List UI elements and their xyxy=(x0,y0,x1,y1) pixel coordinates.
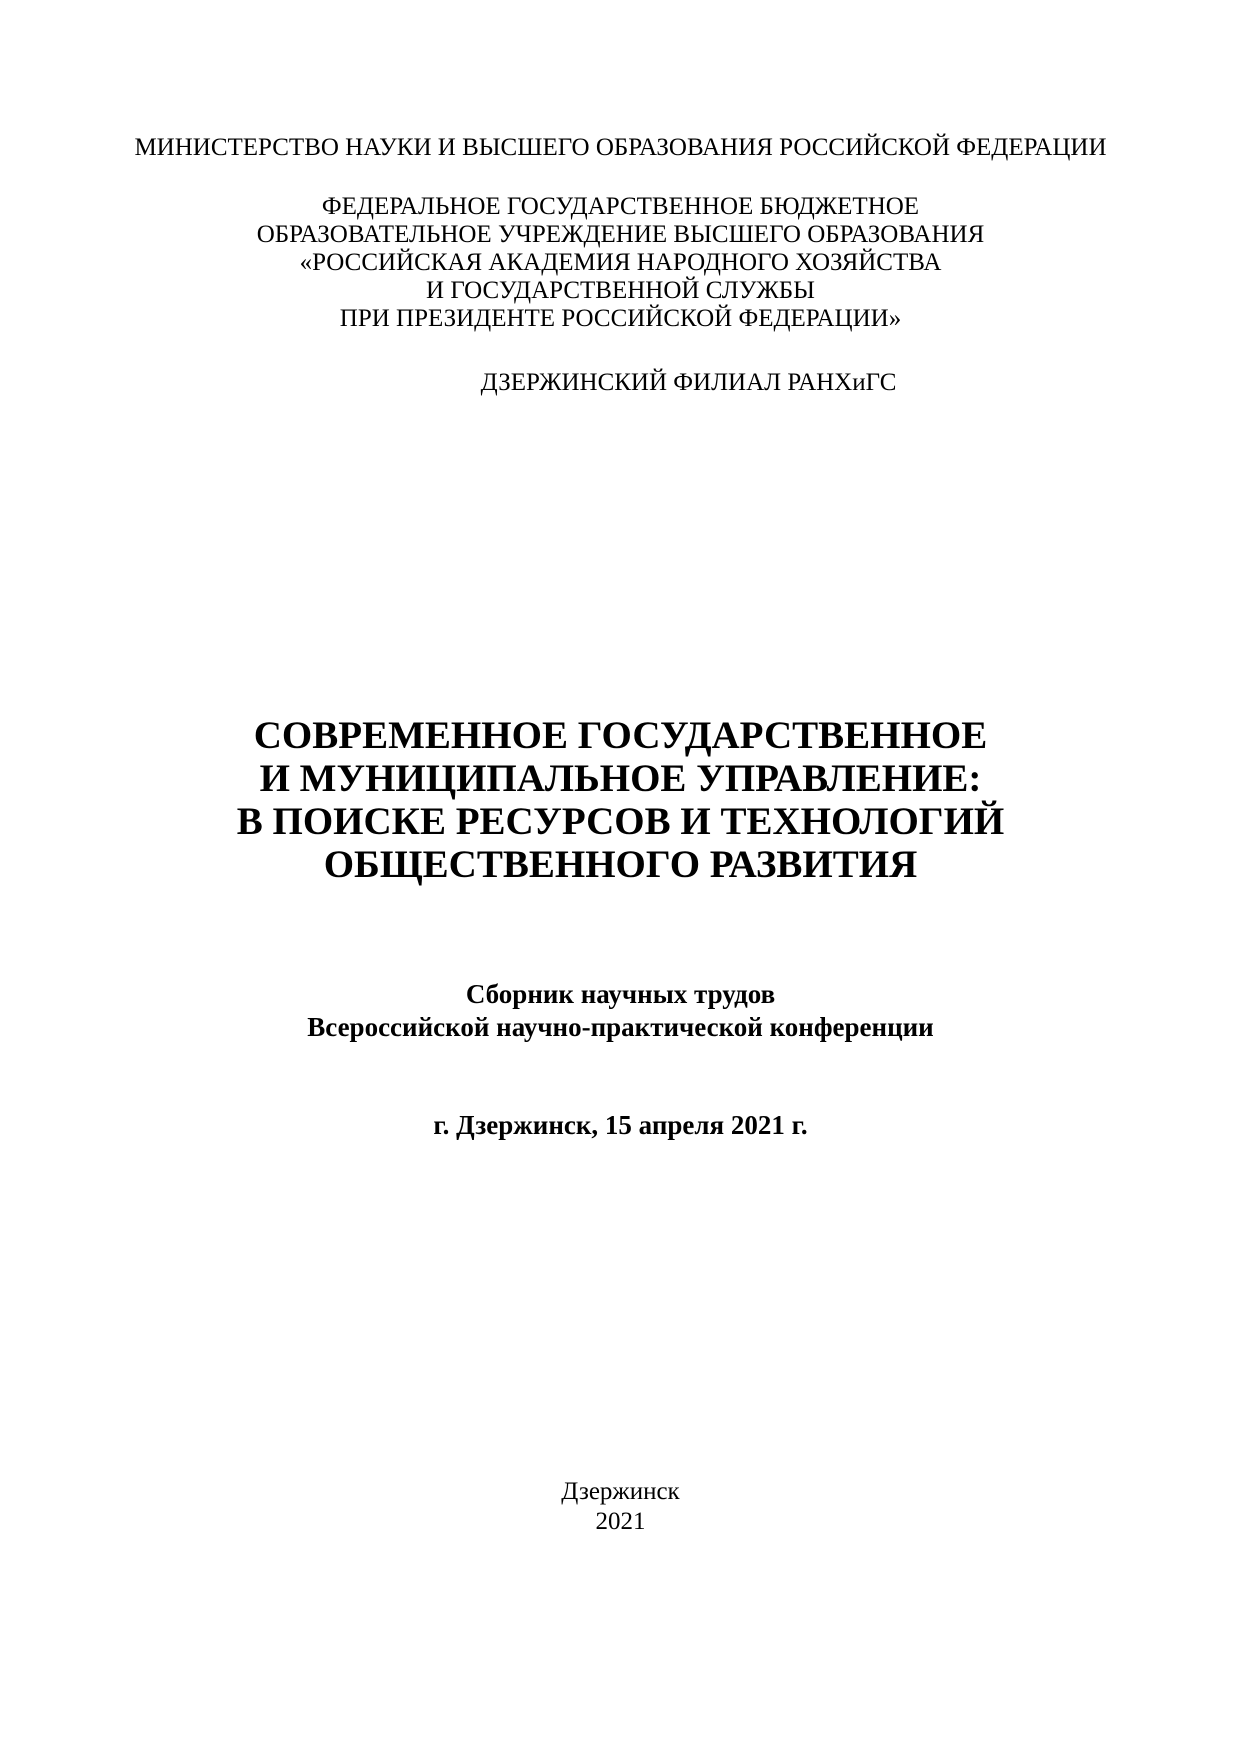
title-line: И МУНИЦИПАЛЬНОЕ УПРАВЛЕНИЕ: xyxy=(259,757,982,800)
event-date xyxy=(0,1109,1241,1141)
subtitle-line: Всероссийской научно-практической конференции xyxy=(307,1012,934,1042)
event-date-line: г. Дзержинск, 15 апреля 2021 г. xyxy=(433,1110,808,1140)
branch-line: ДЗЕРЖИНСКИЙ ФИЛИАЛ РАНХиГС xyxy=(480,369,897,396)
title-line: ОБЩЕСТВЕННОГО РАЗВИТИЯ xyxy=(323,843,918,886)
branch-name xyxy=(68,368,1241,398)
imprint-city: Дзержинск xyxy=(561,1478,680,1505)
institution-line: ПРИ ПРЕЗИДЕНТЕ РОССИЙСКОЙ ФЕДЕРАЦИИ» xyxy=(339,305,902,332)
title-line: СОВРЕМЕННОЕ ГОСУДАРСТВЕННОЕ xyxy=(253,714,988,757)
institution-name xyxy=(0,193,1241,333)
document-subtitle xyxy=(0,978,1241,1044)
subtitle-line: Сборник научных трудов xyxy=(465,979,776,1009)
ministry-name: МИНИСТЕРСТВО НАУКИ И ВЫСШЕГО ОБРАЗОВАНИЯ РОССИЙСКОЙ ФЕДЕРАЦИИ xyxy=(134,134,1107,161)
title-line: В ПОИСКЕ РЕСУРСОВ И ТЕХНОЛОГИЙ xyxy=(236,800,1005,843)
document-title xyxy=(0,714,1241,886)
institution-line: И ГОСУДАРСТВЕННОЙ СЛУЖБЫ xyxy=(426,277,815,304)
institution-line: ФЕДЕРАЛЬНОЕ ГОСУДАРСТВЕННОЕ БЮДЖЕТНОЕ xyxy=(321,193,920,220)
imprint xyxy=(0,1477,1241,1537)
imprint-year: 2021 xyxy=(595,1508,646,1535)
institution-line: «РОССИЙСКАЯ АКАДЕМИЯ НАРОДНОГО ХОЗЯЙСТВА xyxy=(299,249,942,276)
ministry-header xyxy=(0,133,1241,163)
institution-line: ОБРАЗОВАТЕЛЬНОЕ УЧРЕЖДЕНИЕ ВЫСШЕГО ОБРАЗОВАНИЯ xyxy=(256,221,985,248)
